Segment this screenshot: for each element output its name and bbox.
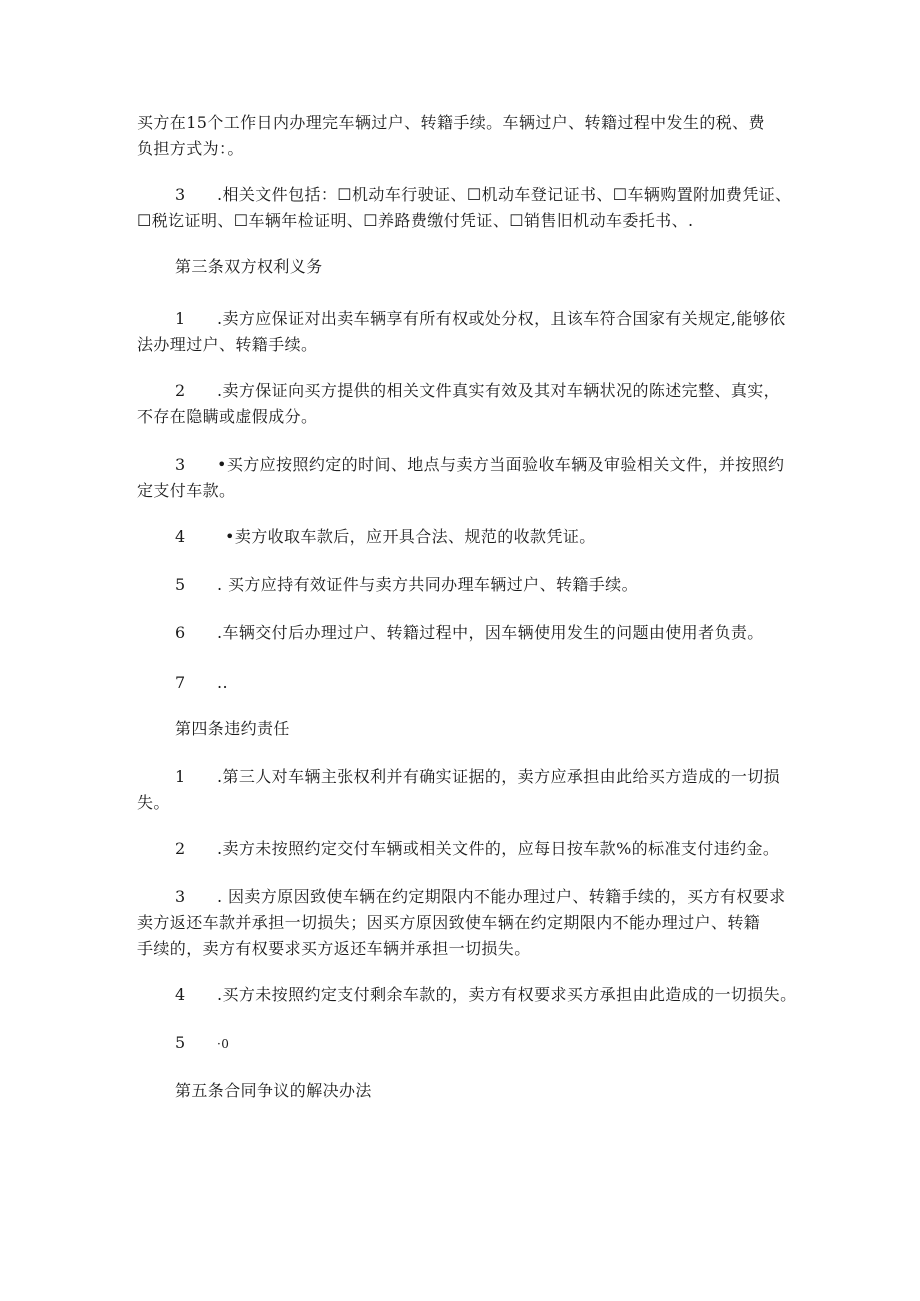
article-5-title: 第五条合同争议的解决办法 — [175, 1081, 372, 1100]
article-3-item-3-line-2: 定支付车款。 — [137, 481, 236, 500]
item-text: .相关文件包括：☐机动车行驶证、☐机动车登记证书、☐车辆购置附加费凭证、 — [217, 185, 792, 204]
item-text: .卖方保证向买方提供的相关文件真实有效及其对车辆状况的陈述完整、真实， — [217, 381, 781, 400]
article-3-item-1-line-2: 法办理过户、转籍手续。 — [137, 335, 318, 354]
documents-item — [175, 182, 792, 208]
item-text: .第三人对车辆主张权利并有确实证据的，卖方应承担由此给买方造成的一切损 — [217, 767, 781, 786]
intro-line-1: 买方在15个工作日内办理完车辆过户、转籍手续。车辆过户、转籍过程中发生的税、费 — [137, 113, 765, 132]
article-3-item-2 — [175, 378, 780, 404]
item-text: •买方应按照约定的时间、地点与卖方当面验收车辆及审验相关文件，并按照约 — [217, 455, 785, 474]
article-4-item-1-line-2: 失。 — [137, 793, 170, 812]
article-4-item-2 — [175, 836, 779, 862]
article-3-title: 第三条双方权利义务 — [175, 257, 323, 276]
article-3-item-2-line-2: 不存在隐瞒或虚假成分。 — [137, 407, 318, 426]
item-text: .. — [217, 673, 228, 692]
item-number: 5 — [175, 575, 186, 594]
item-number: 1 — [175, 767, 186, 786]
item-text: . 因卖方原因致使车辆在约定期限内不能办理过户、转籍手续的，买方有权要求 — [217, 887, 786, 906]
article-3-item-6 — [175, 620, 764, 646]
item-number: 3 — [175, 185, 186, 204]
article-4-item-3 — [175, 884, 786, 910]
item-text: •卖方收取车款后，应开具合法、规范的收款凭证。 — [225, 527, 596, 546]
item-number: 7 — [175, 673, 186, 692]
item-number: 6 — [175, 623, 186, 642]
item-number: 4 — [175, 985, 186, 1004]
item-number: 4 — [175, 527, 186, 546]
documents-item-line-2: ☐税讫证明、☐车辆年检证明、☐养路费缴付凭证、☐销售旧机动车委托书、. — [137, 211, 694, 230]
article-4-item-5 — [175, 1030, 229, 1057]
article-3-item-1 — [175, 306, 786, 332]
intro-line-2: 负担方式为：。 — [137, 139, 244, 158]
item-number: 2 — [175, 839, 186, 858]
article-3-item-5 — [175, 572, 638, 598]
item-text: .卖方应保证对出卖车辆享有所有权或处分权，且该车符合国家有关规定,能够依 — [217, 309, 786, 328]
article-3-item-7 — [175, 670, 228, 696]
item-number: 3 — [175, 455, 186, 474]
article-4-item-4 — [175, 982, 797, 1008]
item-text: .买方未按照约定支付剩余车款的，卖方有权要求买方承担由此造成的一切损失。 — [217, 985, 797, 1004]
item-text: ·0 — [217, 1037, 230, 1051]
item-text: .车辆交付后办理过户、转籍过程中，因车辆使用发生的问题由使用者负责。 — [217, 623, 764, 642]
item-text: .卖方未按照约定交付车辆或相关文件的，应每日按车款%的标准支付违约金。 — [217, 839, 780, 858]
item-number: 5 — [175, 1033, 186, 1052]
item-text: . 买方应持有效证件与卖方共同办理车辆过户、转籍手续。 — [217, 575, 638, 594]
article-4-item-3-line-2: 卖方返还车款并承担一切损失；因买方原因致使车辆在约定期限内不能办理过户、转籍 — [137, 913, 761, 932]
article-3-item-4 — [175, 524, 596, 550]
article-3-item-3 — [175, 452, 784, 478]
item-number: 2 — [175, 381, 186, 400]
article-4-item-1 — [175, 764, 780, 790]
article-4-title: 第四条违约责任 — [175, 719, 290, 738]
item-number: 3 — [175, 887, 186, 906]
article-4-item-3-line-3: 手续的，卖方有权要求买方返还车辆并承担一切损失。 — [137, 939, 531, 958]
item-number: 1 — [175, 309, 186, 328]
